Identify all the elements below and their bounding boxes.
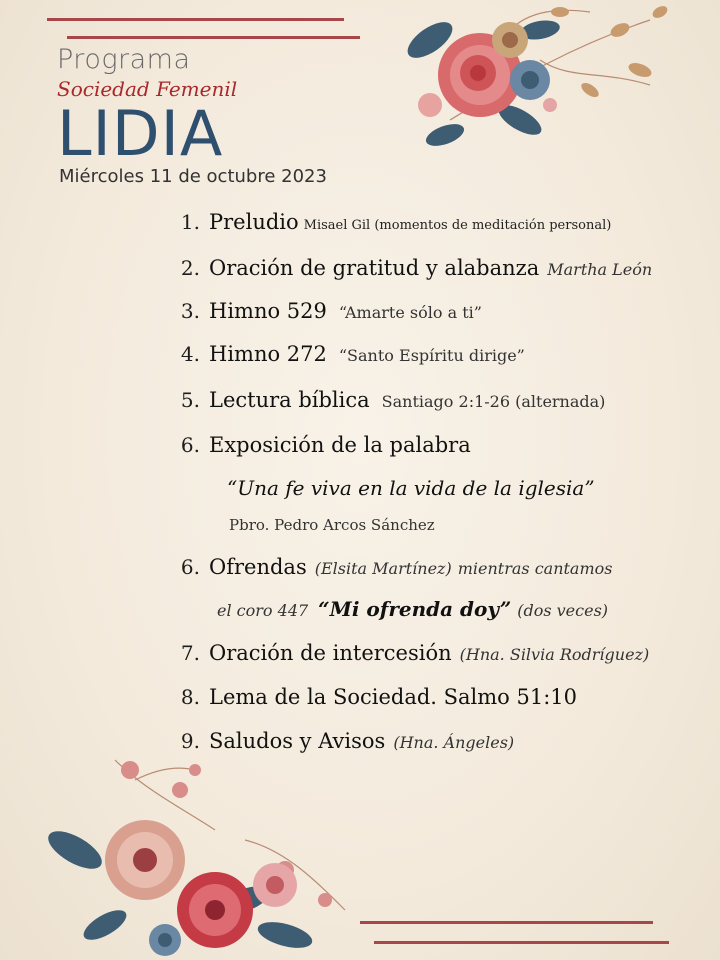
sermon-quote: “Una fe viva en la vida de la iglesia” xyxy=(227,476,595,500)
top-rule-1 xyxy=(47,18,344,21)
society-name: Sociedad Femenil xyxy=(57,77,238,101)
list-item xyxy=(172,256,652,280)
offering-note: (dos veces) xyxy=(517,601,609,620)
item-detail: “Santo Espíritu dirige” xyxy=(338,346,525,365)
item-detail: (Hna. Ángeles) xyxy=(393,733,515,752)
list-item xyxy=(172,388,605,412)
title-block xyxy=(57,44,327,188)
list-item xyxy=(172,685,577,709)
item-title: Lema de la Sociedad. Salmo 51:10 xyxy=(209,685,578,709)
list-item xyxy=(172,299,482,323)
list-item xyxy=(172,342,525,366)
offering-line-2 xyxy=(217,597,608,621)
item-number: 3. xyxy=(180,299,200,323)
bottom-rule-1 xyxy=(360,921,653,924)
list-item xyxy=(172,433,471,457)
list-item xyxy=(172,555,612,579)
item-detail: Martha León xyxy=(547,260,653,279)
item-number: 6. xyxy=(180,555,200,579)
item-title: Oración de intercesión xyxy=(209,641,452,665)
sermon-title xyxy=(227,476,595,500)
item-detail-2: mientras cantamos xyxy=(457,559,613,578)
offering-song: “Mi ofrenda doy” xyxy=(318,597,512,621)
item-detail: “Amarte sólo a ti” xyxy=(338,303,482,322)
item-title: Ofrendas xyxy=(209,555,307,579)
item-detail: (Hna. Silvia Rodríguez) xyxy=(459,645,650,664)
item-detail: (Elsita Martínez) xyxy=(314,559,452,578)
top-rule-2 xyxy=(67,36,360,39)
item-number: 5. xyxy=(180,388,200,412)
list-item xyxy=(172,641,649,665)
item-title: Lectura bíblica xyxy=(209,388,370,412)
item-detail: Santiago 2:1-26 (alternada) xyxy=(381,392,606,411)
speaker-row xyxy=(229,516,435,534)
list-item xyxy=(172,210,611,234)
floral-bottom-icon xyxy=(45,750,365,960)
offering-chorus: el coro 447 xyxy=(217,601,309,620)
speaker-name: Pbro. Pedro Arcos Sánchez xyxy=(229,516,435,534)
bottom-rule-2 xyxy=(374,941,669,944)
item-number: 6. xyxy=(180,433,200,457)
event-date: Miércoles 11 de octubre 2023 xyxy=(59,166,327,187)
event-title: LIDIA xyxy=(57,97,224,170)
item-title: Preludio xyxy=(209,210,299,234)
list-item xyxy=(172,729,514,753)
item-detail: Misael Gil (momentos de meditación personal) xyxy=(303,218,612,233)
item-number: 4. xyxy=(180,342,200,366)
floral-top-icon xyxy=(390,0,690,170)
item-number: 9. xyxy=(180,729,200,753)
item-title: Oración de gratitud y alabanza xyxy=(209,256,540,280)
item-number: 2. xyxy=(180,256,200,280)
program-label: Programa xyxy=(57,44,191,75)
item-number: 7. xyxy=(180,641,200,665)
item-number: 1. xyxy=(180,210,200,234)
item-title: Himno 272 xyxy=(209,342,327,366)
item-title: Exposición de la palabra xyxy=(209,433,471,457)
item-number: 8. xyxy=(180,685,200,709)
item-title: Himno 529 xyxy=(209,299,327,323)
item-title: Saludos y Avisos xyxy=(209,729,386,753)
